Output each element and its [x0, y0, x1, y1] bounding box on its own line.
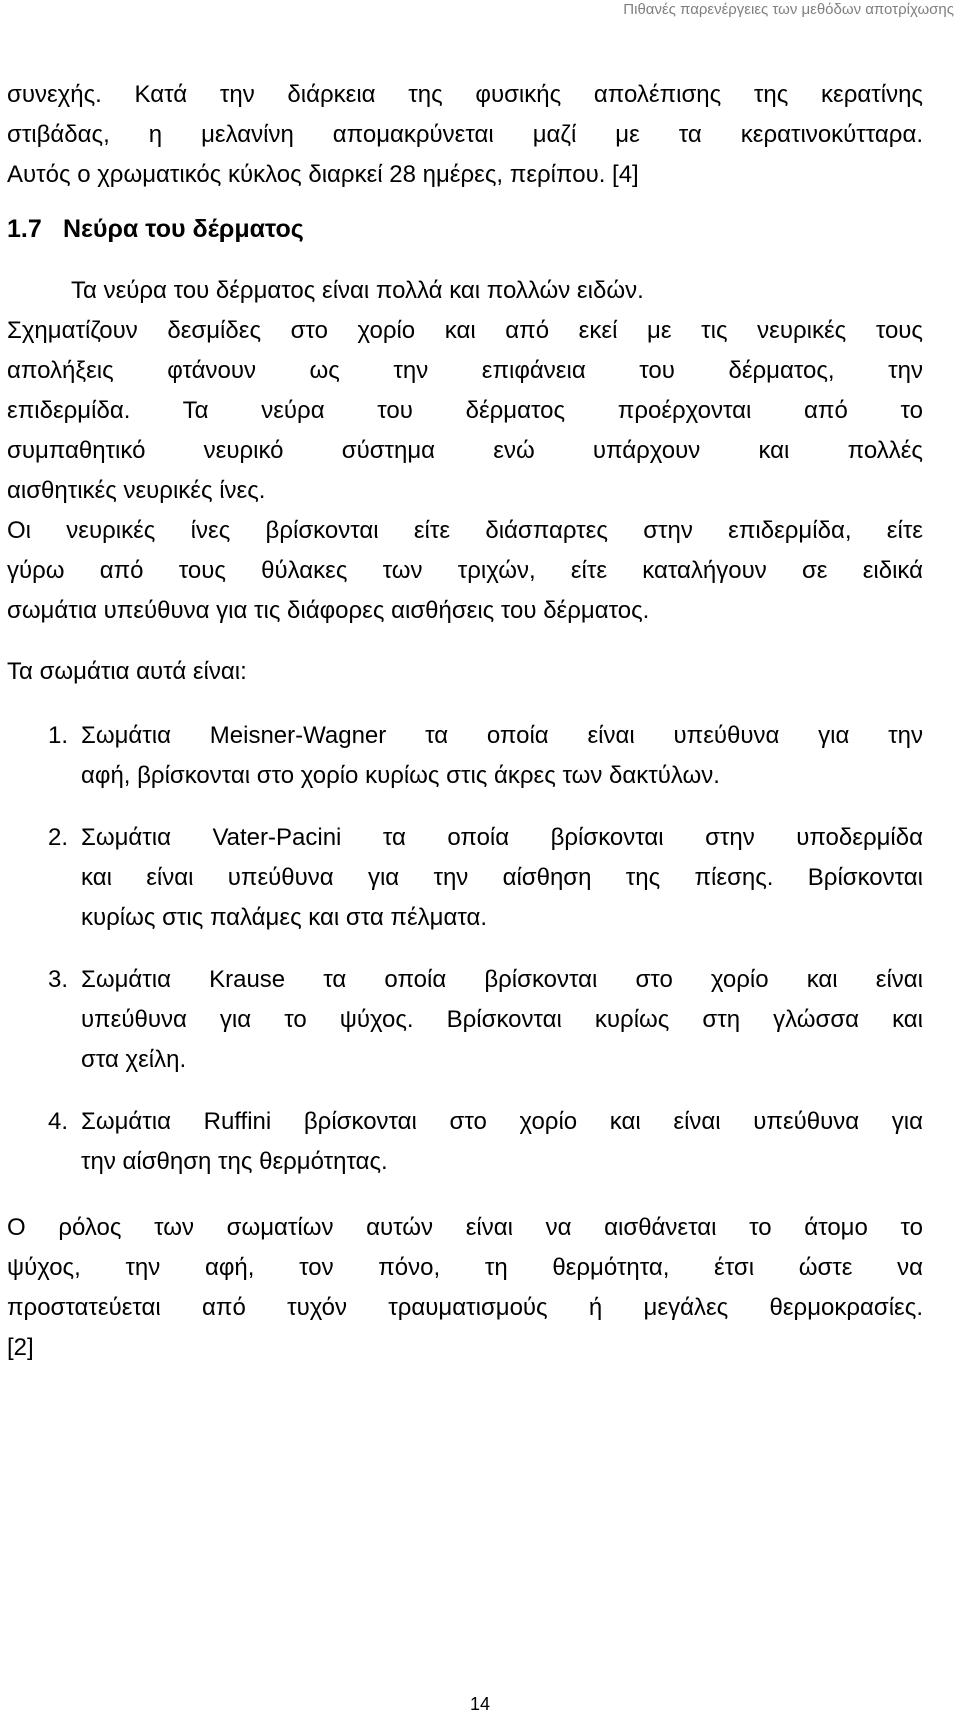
nerves-paragraph — [7, 271, 923, 511]
list-item-line: Σωμάτια Krause τα οποία βρίσκονται στο χορίο και είναι — [81, 966, 923, 993]
list-item — [7, 1102, 923, 1182]
list-item-marker: 4. — [48, 1108, 69, 1135]
list-item-marker: 1. — [48, 722, 69, 749]
list-item-line: στα χείλη. — [81, 1046, 187, 1073]
list-item-line: αφή, βρίσκονται στο χορίο κυρίως στις άκρες των δακτύλων. — [81, 762, 720, 789]
list-item-marker: 3. — [48, 966, 69, 993]
list-item-line: Σωμάτια Ruffini βρίσκονται στο χορίο και είναι υπεύθυνα για — [81, 1108, 923, 1135]
list-item-line: κυρίως στις παλάμες και στα πέλματα. — [81, 904, 488, 931]
nerves-line-4: επιδερμίδα. Τα νεύρα του δέρματος προέρχονται από το — [7, 397, 923, 424]
fibers-paragraph — [7, 511, 923, 631]
nerves-line-5: συμπαθητικό νευρικό σύστημα ενώ υπάρχουν και πολλές — [7, 437, 923, 464]
list-item-line: υπεύθυνα για το ψύχος. Βρίσκονται κυρίως στη γλώσσα και — [81, 1006, 923, 1033]
nerves-line-6: αισθητικές νευρικές ίνες. — [7, 477, 266, 504]
page-number: 14 — [469, 1694, 491, 1714]
role-line-4: [2] — [7, 1334, 34, 1361]
intro-line-1: συνεχής. Κατά την διάρκεια της φυσικής απολέπισης της κερατίνης — [7, 81, 923, 108]
list-item — [7, 960, 923, 1080]
intro-line-3: Αυτός ο χρωματικός κύκλος διαρκεί 28 ημέρες, περίπου. [4] — [7, 161, 639, 188]
fibers-line-1: Οι νευρικές ίνες βρίσκονται είτε διάσπαρτες στην επιδερμίδα, είτε — [7, 517, 923, 544]
intro-paragraph — [7, 75, 923, 195]
nerves-line-3: απολήξεις φτάνουν ως την επιφάνεια του δέρματος, την — [7, 357, 923, 384]
running-header-title: Πιθανές παρενέργειες των μεθόδων αποτρίχωσης — [623, 1, 954, 18]
list-item-line: την αίσθηση της θερμότητας. — [81, 1148, 388, 1175]
page-body — [7, 75, 923, 1368]
list-item — [7, 716, 923, 796]
fibers-line-3: σωμάτια υπεύθυνα για τις διάφορες αισθήσεις του δέρματος. — [7, 597, 650, 624]
list-item — [7, 818, 923, 938]
list-item-line: και είναι υπεύθυνα για την αίσθηση της πίεσης. Βρίσκονται — [81, 864, 923, 891]
fibers-line-2: γύρω από τους θύλακες των τριχών, είτε καταλήγουν σε ειδικά — [7, 557, 923, 584]
list-item-line: Σωμάτια Vater-Pacini τα οποία βρίσκονται στην υποδερμίδα — [81, 824, 923, 851]
nerves-line-2: Σχηματίζουν δεσμίδες στο χορίο και από εκεί με τις νευρικές τους — [7, 317, 923, 344]
intro-line-2: στιβάδας, η μελανίνη απομακρύνεται μαζί με τα κερατινοκύτταρα. — [7, 121, 923, 148]
role-line-2: ψύχος, την αφή, τον πόνο, τη θερμότητα, έτσι ώστε να — [7, 1254, 923, 1281]
nerves-line-1: Τα νεύρα του δέρματος είναι πολλά και πολλών ειδών. — [71, 277, 644, 304]
role-line-1: Ο ρόλος των σωματίων αυτών είναι να αισθάνεται το άτομο το — [7, 1214, 923, 1241]
section-title: Νεύρα του δέρματος — [63, 215, 304, 243]
section-number: 1.7 — [7, 215, 42, 243]
corpuscles-list — [7, 716, 923, 1182]
list-item-line: Σωμάτια Meisner-Wagner τα οποία είναι υπεύθυνα για την — [81, 722, 923, 749]
list-intro: Τα σωμάτια αυτά είναι: — [7, 658, 247, 685]
role-paragraph — [7, 1208, 923, 1368]
list-item-marker: 2. — [48, 824, 69, 851]
role-line-3: προστατεύεται από τυχόν τραυματισμούς ή μεγάλες θερμοκρασίες. — [7, 1294, 923, 1321]
section-heading — [7, 209, 923, 249]
